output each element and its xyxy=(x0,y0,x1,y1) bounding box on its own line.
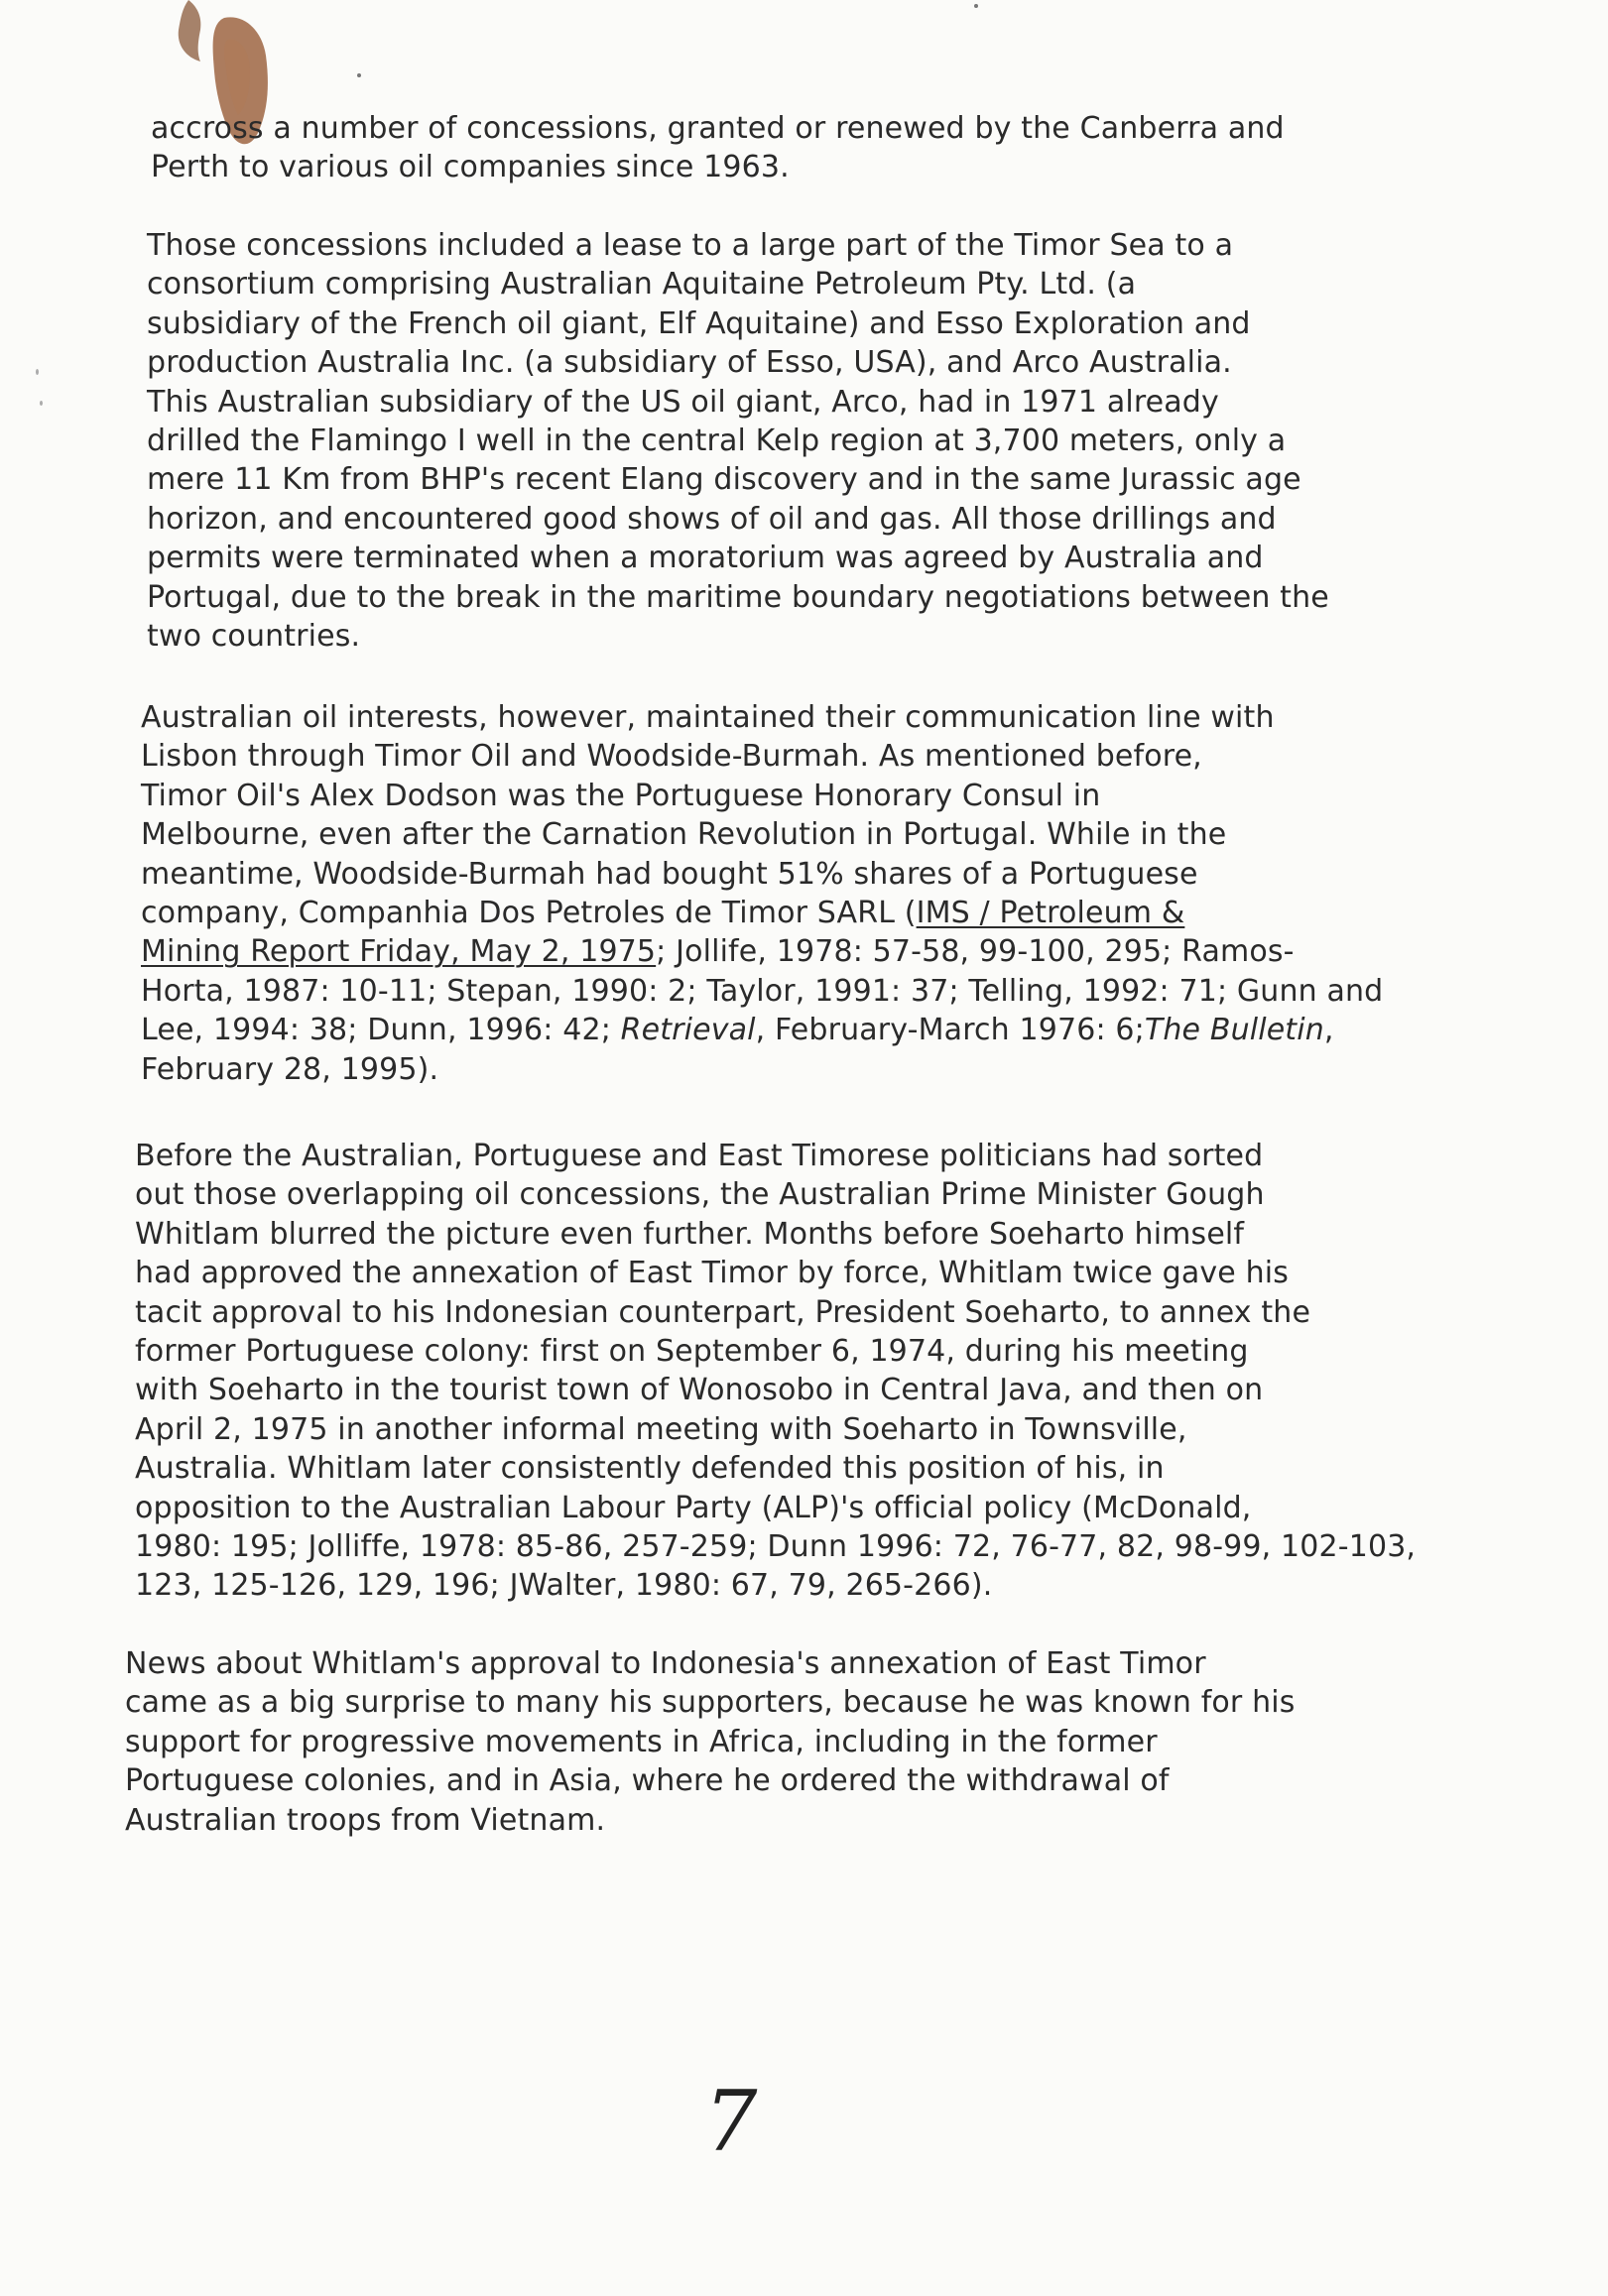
scan-speck xyxy=(974,4,978,8)
text-line: 123, 125-126, 129, 196; JWalter, 1980: 67, 79, 265-266). xyxy=(135,1568,993,1604)
text-line: drilled the Flamingo I well in the central Kelp region at 3,700 meters, only a xyxy=(147,423,1287,459)
text-line: Portuguese colonies, and in Asia, where he ordered the withdrawal of xyxy=(125,1763,1170,1799)
text-line: two countries. xyxy=(147,619,361,655)
publication-title: Retrieval xyxy=(620,1013,756,1048)
text-line: production Australia Inc. (a subsidiary of Esso, USA), and Arco Australia. xyxy=(147,345,1232,381)
text-line: February 28, 1995). xyxy=(141,1051,439,1087)
paragraph-4 xyxy=(135,1137,1416,1606)
text-line: 1980: 195; Jolliffe, 1978: 85-86, 257-259; Dunn 1996: 72, 76-77, 82, 98-99, 102-103, xyxy=(135,1529,1417,1565)
text-line: Lisbon through Timor Oil and Woodside-Burmah. As mentioned before, xyxy=(141,739,1202,775)
text-line: Those concessions included a lease to a large part of the Timor Sea to a xyxy=(147,228,1234,263)
text-line: subsidiary of the French oil giant, Elf Aquitaine) and Esso Exploration and xyxy=(147,305,1251,341)
citation-link-text: Mining Report Friday, May 2, 1975 xyxy=(141,934,657,970)
text-line: permits were terminated when a moratorium was agreed by Australia and xyxy=(147,541,1264,576)
text-line: Horta, 1987: 10-11; Stepan, 1990: 2; Taylor, 1991: 37; Telling, 1992: 71; Gunn and xyxy=(141,973,1384,1009)
text-line: Mining Report Friday, May 2, 1975; Jollife, 1978: 57-58, 99-100, 295; Ramos- xyxy=(141,934,1295,970)
text-line: support for progressive movements in Africa, including in the former xyxy=(125,1724,1158,1759)
text-line: April 2, 1975 in another informal meeting with Soeharto in Townsville, xyxy=(135,1411,1187,1447)
text-line: Melbourne, even after the Carnation Revolution in Portugal. While in the xyxy=(141,817,1227,853)
paragraph-1 xyxy=(151,109,1285,187)
text-line: Before the Australian, Portuguese and East Timorese politicians had sorted xyxy=(135,1139,1264,1173)
text-line: had approved the annexation of East Timor by force, Whitlam twice gave his xyxy=(135,1256,1289,1291)
text-line: Australia. Whitlam later consistently defended this position of his, in xyxy=(135,1451,1165,1487)
text-line: horizon, and encountered good shows of oil and gas. All those drillings and xyxy=(147,501,1277,537)
citation-link-text: IMS / Petroleum & xyxy=(916,896,1185,931)
text-line: Australian oil interests, however, maintained their communication line with xyxy=(141,700,1275,735)
text-line: out those overlapping oil concessions, the Australian Prime Minister Gough xyxy=(135,1177,1265,1213)
text-line: former Portuguese colony: first on September 6, 1974, during his meeting xyxy=(135,1334,1249,1370)
text-line: Timor Oil's Alex Dodson was the Portuguese Honorary Consul in xyxy=(141,778,1101,813)
text-line: Perth to various oil companies since 1963. xyxy=(151,150,790,185)
text-line: with Soeharto in the tourist town of Wonosobo in Central Java, and then on xyxy=(135,1373,1264,1408)
text-line: Whitlam blurred the picture even further. Months before Soeharto himself xyxy=(135,1216,1245,1252)
text-line: Lee, 1994: 38; Dunn, 1996: 42; Retrieval, February-March 1976: 6;The Bulletin, xyxy=(141,1013,1334,1048)
text-line: opposition to the Australian Labour Party (ALP)'s official policy (McDonald, xyxy=(135,1490,1252,1525)
paragraph-2 xyxy=(147,226,1329,656)
scan-speck xyxy=(357,73,361,77)
scan-speck xyxy=(40,401,43,406)
text-line: tacit approval to his Indonesian counterpart, President Soeharto, to annex the xyxy=(135,1294,1311,1330)
paragraph-3 xyxy=(141,698,1383,1089)
page-number: 7 xyxy=(704,2073,758,2170)
text-line: accross a number of concessions, granted or renewed by the Canberra and xyxy=(151,111,1285,146)
publication-title: The Bulletin xyxy=(1144,1013,1324,1048)
text-line: meantime, Woodside-Burmah had bought 51% shares of a Portuguese xyxy=(141,856,1198,892)
scan-speck xyxy=(36,369,39,375)
text-line: Australian troops from Vietnam. xyxy=(125,1802,606,1838)
text-line: came as a big surprise to many his supporters, because he was known for his xyxy=(125,1685,1296,1721)
paragraph-5 xyxy=(125,1644,1296,1840)
text-line: News about Whitlam's approval to Indonesia's annexation of East Timor xyxy=(125,1646,1206,1681)
text-line: This Australian subsidiary of the US oil giant, Arco, had in 1971 already xyxy=(147,384,1219,420)
text-line: company, Companhia Dos Petroles de Timor SARL (IMS / Petroleum & xyxy=(141,896,1185,931)
text-line: consortium comprising Australian Aquitaine Petroleum Pty. Ltd. (a xyxy=(147,267,1137,302)
text-line: mere 11 Km from BHP's recent Elang discovery and in the same Jurassic age xyxy=(147,462,1301,498)
text-line: Portugal, due to the break in the maritime boundary negotiations between the xyxy=(147,579,1329,615)
